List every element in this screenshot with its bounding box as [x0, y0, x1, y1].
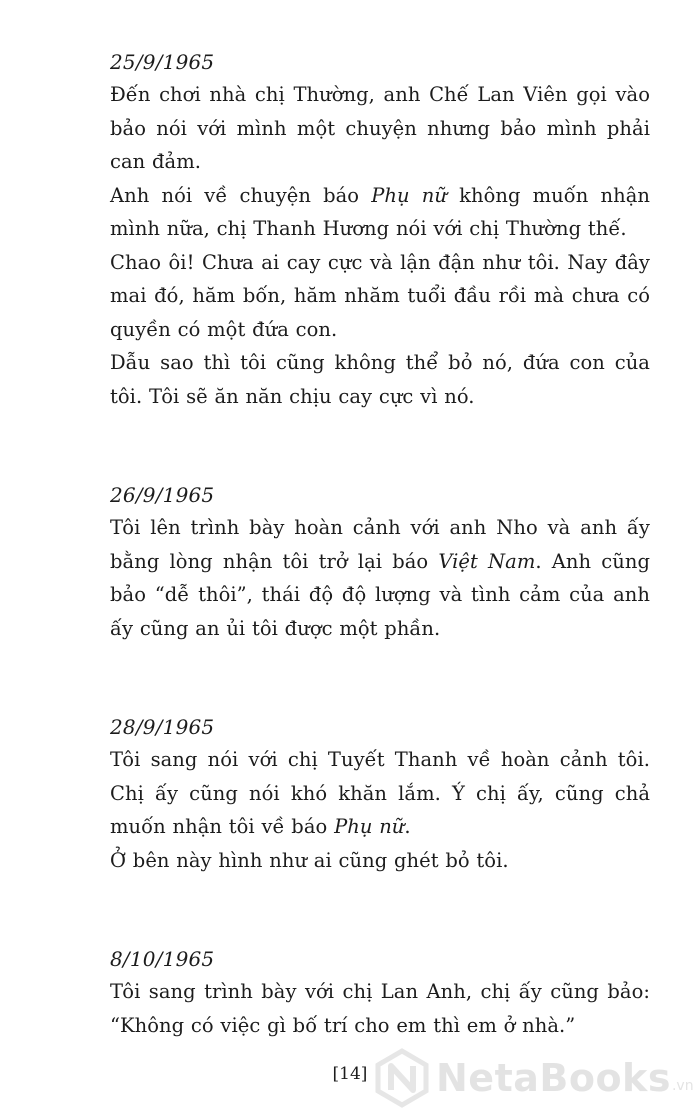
entry-paragraph — [110, 743, 650, 844]
entry-paragraph — [110, 346, 650, 413]
entry-body — [110, 975, 650, 1042]
entry-body — [110, 511, 650, 645]
newspaper-title: Việt Nam — [438, 549, 536, 573]
entry-body — [110, 78, 650, 413]
entry-date: 8/10/1965 — [110, 947, 215, 971]
watermark-suffix: .vn — [671, 1078, 694, 1094]
page-number: [14] — [332, 1064, 368, 1084]
watermark-brand: NetaBooks — [436, 1056, 671, 1100]
entry-paragraph — [110, 511, 650, 645]
entry-body — [110, 743, 650, 877]
newspaper-title: Phụ nữ — [371, 183, 447, 207]
paragraph-text: Anh nói về chuyện báo — [110, 183, 372, 207]
diary-entry-4 — [110, 943, 650, 1042]
entry-date: 25/9/1965 — [110, 50, 215, 74]
diary-entry-2 — [110, 479, 650, 645]
paragraph-text: Tôi sang trình bày với chị Lan Anh, chị ấy cũng bảo: “Không có việc gì bố trí cho em thì em ở nhà.” — [110, 980, 650, 1037]
paragraph-text: Chao ôi! Chưa ai cay cực và lận đận như tôi. Nay đây mai đó, hăm bốn, hăm nhăm tuổi đầu rồi mà chưa có quyền có một đứa con. — [110, 250, 650, 341]
entry-paragraph — [110, 844, 650, 878]
paragraph-text: . — [404, 815, 411, 838]
newspaper-title: Phụ nữ — [334, 815, 405, 838]
page-content — [110, 46, 650, 1042]
netabooks-logo-icon — [372, 1048, 432, 1108]
paragraph-text: Dẫu sao thì tôi cũng không thể bỏ nó, đứa con của tôi. Tôi sẽ ăn năn chịu cay cực vì nó. — [110, 351, 650, 408]
entry-paragraph — [110, 246, 650, 347]
paragraph-text: . Anh cũng bảo “dễ thôi”, thái độ độ lượng và tình cảm của anh ấy cũng an ủi tôi được một phần. — [110, 549, 650, 640]
entry-date: 26/9/1965 — [110, 483, 215, 507]
paragraph-text: Tôi sang nói với chị Tuyết Thanh về hoàn cảnh tôi. Chị ấy cũng nói khó khăn lắm. Ý chị ấy, cũng chả muốn nhận tôi về báo — [110, 748, 650, 838]
paragraph-text: không muốn nhận mình nữa, chị Thanh Hương nói với chị Thường thế. — [110, 183, 650, 240]
entry-paragraph — [110, 78, 650, 179]
entry-date: 28/9/1965 — [110, 715, 215, 739]
paragraph-text: Đến chơi nhà chị Thường, anh Chế Lan Viên gọi vào bảo nói với mình một chuyện nhưng bảo mình phải can đảm. — [110, 83, 650, 173]
watermark — [372, 1046, 692, 1110]
paragraph-text: Ở bên này hình như ai cũng ghét bỏ tôi. — [110, 848, 509, 872]
diary-entry-3 — [110, 711, 650, 877]
paragraph-text: Tôi lên trình bày hoàn cảnh với anh Nho và anh ấy bằng lòng nhận tôi trở lại báo — [110, 516, 650, 573]
entry-paragraph — [110, 179, 650, 246]
diary-entry-1 — [110, 46, 650, 413]
entry-paragraph — [110, 975, 650, 1042]
